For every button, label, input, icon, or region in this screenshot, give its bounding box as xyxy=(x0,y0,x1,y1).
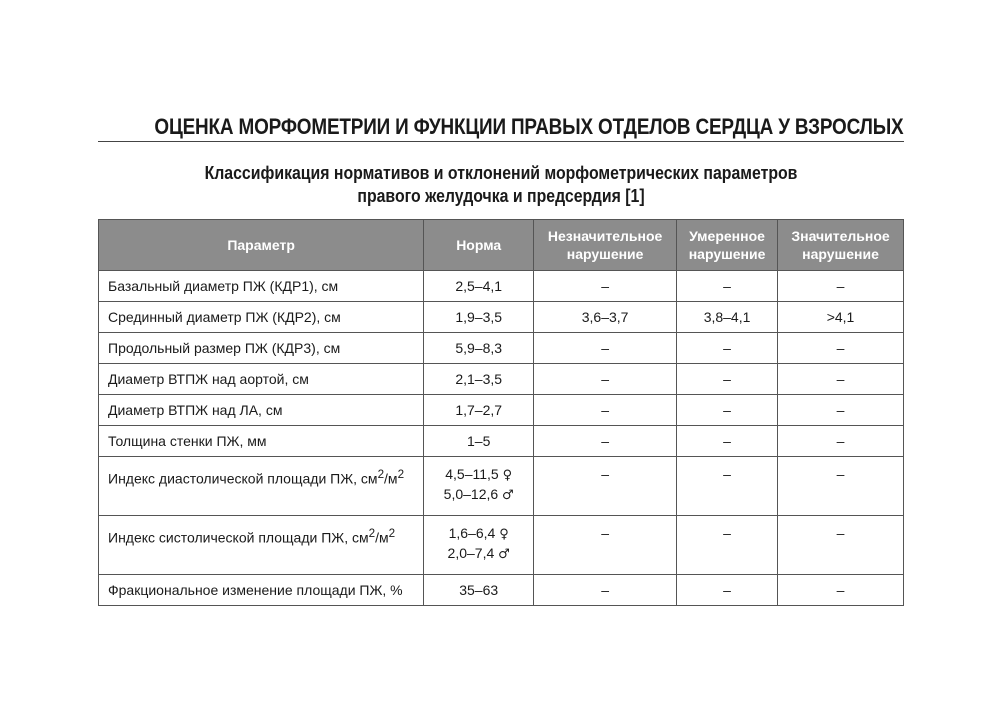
row-severe: – xyxy=(778,457,904,516)
row-severe: – xyxy=(778,364,904,395)
row-norm xyxy=(424,516,534,575)
row-severe: – xyxy=(778,516,904,575)
row-mild: – xyxy=(534,333,677,364)
caption-line-2: правого желудочка и предсердия [1] xyxy=(357,186,645,206)
row-moderate: – xyxy=(677,271,778,302)
row-norm: 1–5 xyxy=(424,426,534,457)
header-severe xyxy=(778,220,904,271)
row-param-unit: /м xyxy=(384,470,398,487)
row-moderate: – xyxy=(677,364,778,395)
table-row xyxy=(99,271,904,302)
table-row xyxy=(99,333,904,364)
table-header-row xyxy=(99,220,904,271)
title-divider xyxy=(98,141,904,142)
row-norm: 1,9–3,5 xyxy=(424,302,534,333)
row-param-text: Индекс систолической площади ПЖ, см xyxy=(108,529,369,546)
row-param: Базальный диаметр ПЖ (КДР1), см xyxy=(99,271,424,302)
row-mild: – xyxy=(534,426,677,457)
norm-female-value: 1,6–6,4 xyxy=(448,525,496,541)
norm-male xyxy=(432,544,525,564)
norm-female xyxy=(432,524,525,544)
row-param: Диаметр ВТПЖ над ЛА, см xyxy=(99,395,424,426)
row-param: Диаметр ВТПЖ над аортой, см xyxy=(99,364,424,395)
row-norm: 2,5–4,1 xyxy=(424,271,534,302)
row-severe: >4,1 xyxy=(778,302,904,333)
female-symbol-icon: ♀ xyxy=(502,468,513,483)
header-severe-l2: нарушение xyxy=(802,246,879,262)
row-moderate: – xyxy=(677,575,778,606)
row-param: Срединный диаметр ПЖ (КДР2), см xyxy=(99,302,424,333)
row-moderate: – xyxy=(677,457,778,516)
table-row xyxy=(99,457,904,516)
row-param: Фракциональное изменение площади ПЖ, % xyxy=(99,575,424,606)
unit-superscript: 2 xyxy=(377,468,385,481)
row-moderate: – xyxy=(677,516,778,575)
row-severe: – xyxy=(778,575,904,606)
table-caption xyxy=(146,162,855,208)
header-mild-l2: нарушение xyxy=(566,246,644,262)
norm-male xyxy=(432,485,525,505)
caption-line-1: Классификация нормативов и отклонений морфометрических параметров xyxy=(204,163,798,183)
table-row xyxy=(99,364,904,395)
row-moderate: – xyxy=(677,426,778,457)
row-mild: – xyxy=(534,575,677,606)
row-severe: – xyxy=(778,271,904,302)
unit-superscript: 2 xyxy=(397,468,405,481)
header-norm: Норма xyxy=(424,220,534,271)
row-severe: – xyxy=(778,395,904,426)
table-row xyxy=(99,395,904,426)
row-moderate: – xyxy=(677,333,778,364)
row-severe: – xyxy=(778,333,904,364)
row-param-unit: /м xyxy=(375,529,389,546)
norm-male-value: 5,0–12,6 xyxy=(443,486,499,502)
header-moderate-l2: нарушение xyxy=(688,246,766,262)
header-severe-l1: Значительное xyxy=(791,228,890,244)
header-param: Параметр xyxy=(99,220,424,271)
header-moderate xyxy=(677,220,778,271)
page-title: ОЦЕНКА МОРФОМЕТРИИ И ФУНКЦИИ ПРАВЫХ ОТДЕЛОВ СЕРДЦА У ВЗРОСЛЫХ xyxy=(154,114,904,139)
male-symbol-icon: ♂ xyxy=(498,547,510,562)
row-mild: – xyxy=(534,364,677,395)
row-mild: – xyxy=(534,395,677,426)
table-row xyxy=(99,426,904,457)
row-norm: 35–63 xyxy=(424,575,534,606)
row-severe: – xyxy=(778,426,904,457)
row-moderate: 3,8–4,1 xyxy=(677,302,778,333)
row-norm: 5,9–8,3 xyxy=(424,333,534,364)
row-param xyxy=(99,457,424,516)
unit-superscript: 2 xyxy=(368,527,376,540)
row-mild: – xyxy=(534,516,677,575)
norm-male-value: 2,0–7,4 xyxy=(447,545,495,561)
table-row xyxy=(99,516,904,575)
female-symbol-icon: ♀ xyxy=(499,527,509,542)
header-moderate-l1: Умеренное xyxy=(689,228,765,244)
norm-female xyxy=(432,465,525,485)
row-norm: 2,1–3,5 xyxy=(424,364,534,395)
row-mild: 3,6–3,7 xyxy=(534,302,677,333)
table-row xyxy=(99,302,904,333)
row-norm: 1,7–2,7 xyxy=(424,395,534,426)
norm-female-value: 4,5–11,5 xyxy=(445,466,499,482)
row-mild: – xyxy=(534,457,677,516)
row-norm xyxy=(424,457,534,516)
row-mild: – xyxy=(534,271,677,302)
unit-superscript: 2 xyxy=(388,527,396,540)
row-moderate: – xyxy=(677,395,778,426)
male-symbol-icon: ♂ xyxy=(502,488,514,503)
row-param-text: Индекс диастолической площади ПЖ, см xyxy=(108,470,378,487)
row-param: Продольный размер ПЖ (КДР3), см xyxy=(99,333,424,364)
table-row xyxy=(99,575,904,606)
rv-parameters-table xyxy=(98,219,904,606)
header-mild-l1: Незначительное xyxy=(547,228,663,244)
row-param: Толщина стенки ПЖ, мм xyxy=(99,426,424,457)
row-param xyxy=(99,516,424,575)
header-mild xyxy=(534,220,677,271)
